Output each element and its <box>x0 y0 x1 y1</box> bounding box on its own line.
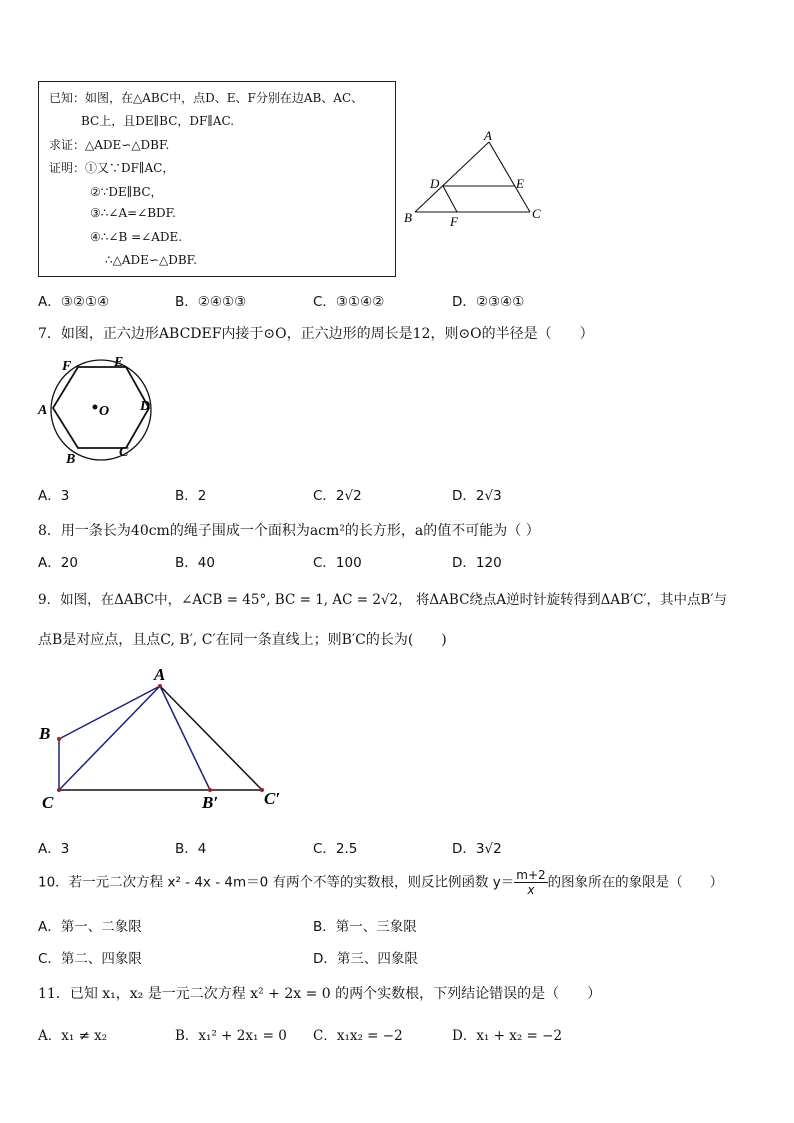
proof-step-3: ③∴∠A=∠BDF. <box>90 206 176 220</box>
label-a: A <box>484 128 492 143</box>
proof-given-line-2: BC上，且DE∥BC，DF∥AC. <box>81 114 235 128</box>
q9-option-d[interactable]: D．3√2 <box>452 841 502 857</box>
q9-option-c[interactable]: C．2.5 <box>313 841 358 857</box>
proof-step-1: 证明：①又∵DF∥AC， <box>49 161 175 175</box>
proof-box <box>38 81 396 277</box>
q10-stem-after: 的图象所在的象限是（ ） <box>547 874 724 891</box>
label-b: B <box>404 210 412 225</box>
label-f: F <box>450 214 458 229</box>
label-a: A <box>154 665 166 684</box>
label-c-prime: C′ <box>264 789 281 808</box>
q10-option-b[interactable]: B．第一、三象限 <box>313 919 417 935</box>
q7-option-a[interactable]: A．3 <box>38 488 70 504</box>
label-c: C <box>42 793 54 812</box>
proof-step-2: ②∵DE∥BC， <box>90 185 163 199</box>
q11-option-c[interactable]: C．x₁x₂ = −2 <box>313 1028 403 1044</box>
q6-option-b[interactable]: B．②④①③ <box>175 294 247 310</box>
proof-to-prove: 求证：△ADE∽△DBF. <box>49 138 170 152</box>
q10-option-d[interactable]: D．第三、四象限 <box>313 951 418 967</box>
hexagon-circle-figure-q7 <box>36 350 166 470</box>
q11-option-d[interactable]: D．x₁ + x₂ = −2 <box>452 1028 563 1044</box>
q10-stem <box>38 868 723 897</box>
q9-stem-line-2: 点B是对应点，且点C, B′, C′在同一条直线上；则B′C的长为( ) <box>38 632 447 648</box>
label-b: B <box>66 452 76 467</box>
q10-stem-before: 10．若一元二次方程 x² - 4x - 4m＝0 有两个不等的实数根，则反比例函数 y＝ <box>38 874 515 891</box>
q8-option-d[interactable]: D．120 <box>452 555 502 571</box>
proof-given-line-1: 已知：如图，在△ABC中，点D、E、F分别在边AB、AC、 <box>49 91 364 105</box>
q10-fraction-numerator: m+2 <box>516 868 546 882</box>
q11-option-a[interactable]: A．x₁ ≠ x₂ <box>38 1028 108 1044</box>
label-b-prime: B′ <box>202 793 219 812</box>
label-e: E <box>516 176 524 191</box>
q6-option-d[interactable]: D．②③④① <box>452 294 525 310</box>
q7-stem: 7．如图，正六边形ABCDEF内接于⊙O，正六边形的周长是12，则⊙O的半径是（ ） <box>38 326 594 342</box>
q8-option-b[interactable]: B．40 <box>175 555 215 571</box>
q7-option-c[interactable]: C．2√2 <box>313 488 362 504</box>
q9-stem-line-1: 9．如图，在ΔABC中，∠ACB = 45°, BC = 1, AC = 2√2， 将ΔABC绕点A逆时针旋转得到ΔAB′C′，其中点B′与 <box>38 592 728 608</box>
label-o: O <box>99 404 110 419</box>
label-a: A <box>38 403 48 418</box>
q7-option-b[interactable]: B．2 <box>175 488 207 504</box>
q6-option-c[interactable]: C．③①④② <box>313 294 385 310</box>
label-c: C <box>119 445 129 460</box>
q10-fraction-denominator: x <box>527 883 535 897</box>
q10-option-c[interactable]: C．第二、四象限 <box>38 951 142 967</box>
q6-option-a[interactable]: A．③②①④ <box>38 294 110 310</box>
label-f: F <box>62 359 72 374</box>
q8-option-a[interactable]: A．20 <box>38 555 78 571</box>
rotation-triangle-figure-q9 <box>34 662 304 812</box>
q8-option-c[interactable]: C．100 <box>313 555 362 571</box>
q11-option-b[interactable]: B．x₁² + 2x₁ = 0 <box>175 1028 287 1044</box>
proof-step-4: ④∴∠B =∠ADE. <box>90 230 183 244</box>
proof-conclusion: ∴△ADE∽△DBF. <box>105 253 197 267</box>
triangle-figure-q6 <box>400 128 550 230</box>
label-b: B <box>39 724 51 743</box>
label-d: D <box>140 399 151 414</box>
q9-option-a[interactable]: A．3 <box>38 841 70 857</box>
label-e: E <box>114 355 124 370</box>
q8-stem: 8．用一条长为40cm的绳子围成一个面积为acm²的长方形，a的值不可能为（ ） <box>38 523 540 539</box>
q10-option-a[interactable]: A．第一、二象限 <box>38 919 142 935</box>
label-c: C <box>532 206 541 221</box>
q7-option-d[interactable]: D．2√3 <box>452 488 502 504</box>
label-d: D <box>430 176 440 191</box>
q11-stem: 11．已知 x₁，x₂ 是一元二次方程 x² + 2x = 0 的两个实数根，下列结论错误的是（ ） <box>38 986 602 1002</box>
q9-option-b[interactable]: B．4 <box>175 841 207 857</box>
q10-fraction <box>514 868 547 897</box>
